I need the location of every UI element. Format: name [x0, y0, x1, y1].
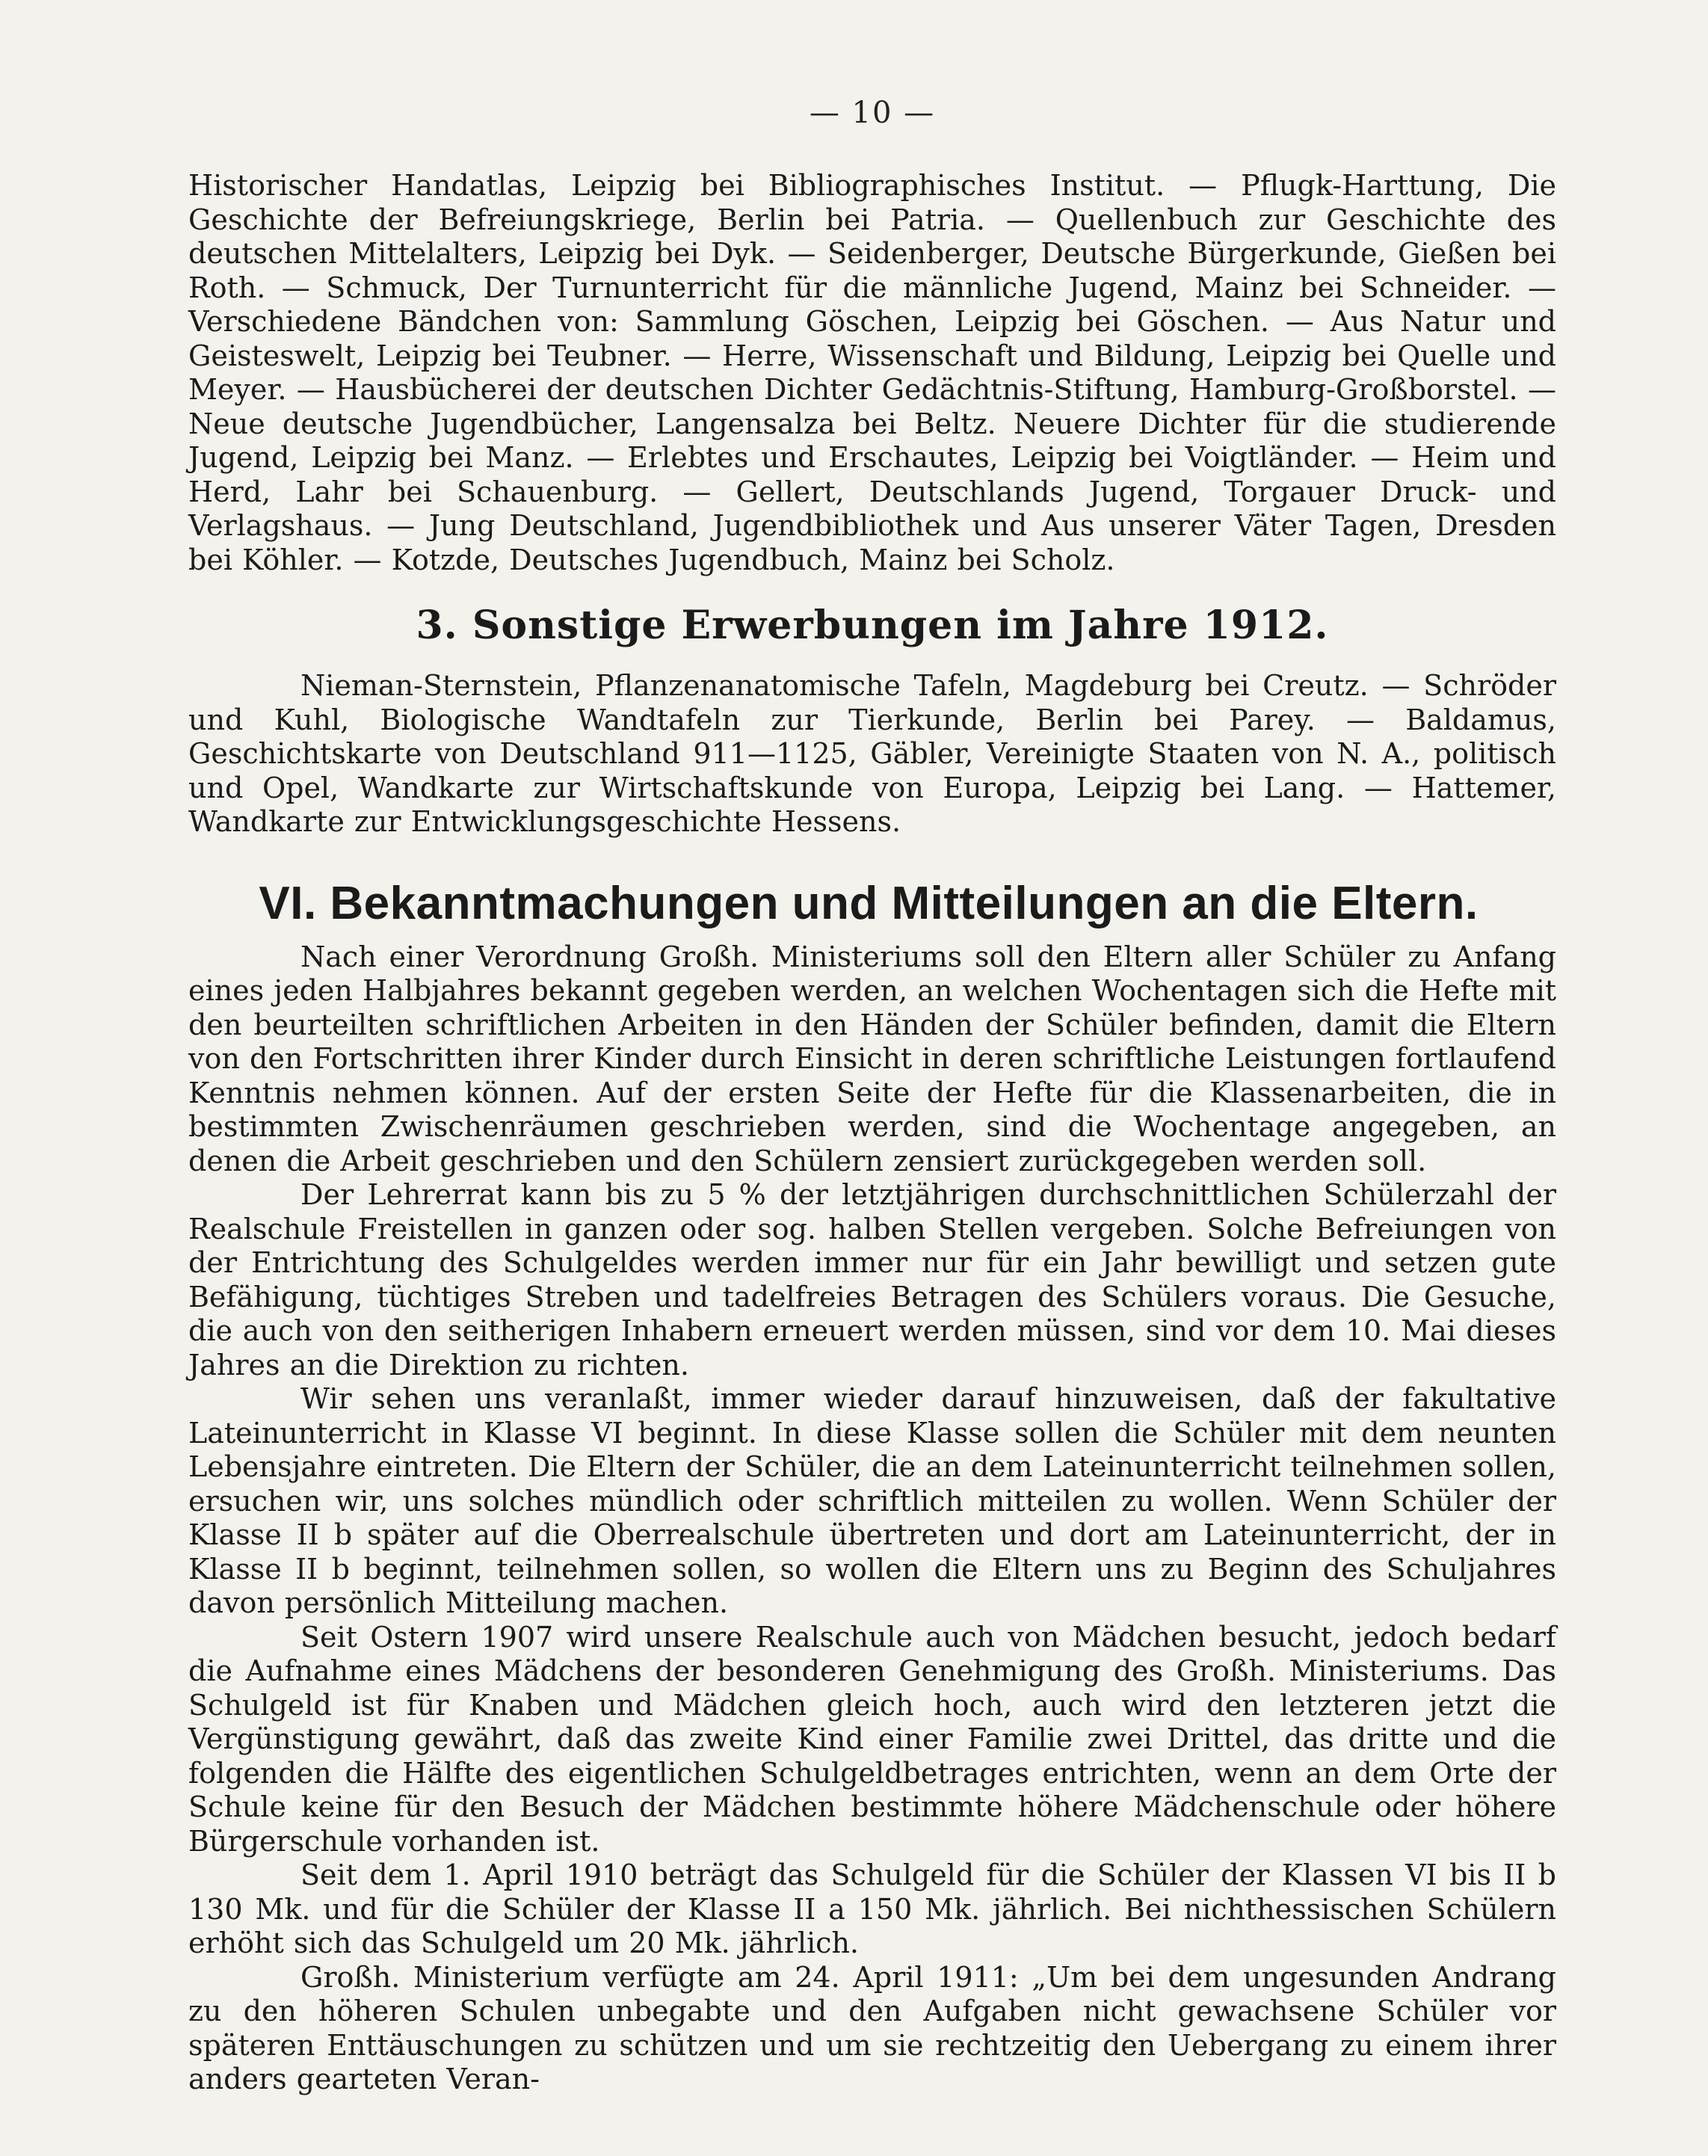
section-3-heading: 3. Sonstige Erwerbungen im Jahre 1912.: [416, 603, 1329, 648]
section-6-paragraph-5: Seit dem 1. April 1910 beträgt das Schulgeld für die Schüler der Klassen VI bis II b 130 Mk. und für die Schüler der Klasse II a 150 Mk. jährlich. Bei nichthessischen Schülern erhöht sich das Schulgeld um 20 Mk. jährlich.: [188, 1858, 1556, 1959]
section-6-paragraph-2: Der Lehrerrat kann bis zu 5 % der letztjährigen durchschnittlichen Schülerzahl der Realschule Freistellen in ganzen oder sog. halben Stellen vergeben. Solche Befreiungen von der Entrichtung des Schulgeldes werden immer nur für ein Jahr bewilligt und setzen gute Befähigung, tüchtiges Streben und tadelfreies Betragen des Schülers voraus. Die Gesuche, die auch von den seitherigen Inhabern erneuert werden müssen, sind vor dem 10. Mai dieses Jahres an die Direktion zu richten.: [188, 1178, 1556, 1382]
section-3-block: [188, 669, 1556, 840]
page-number: — 10 —: [809, 96, 936, 130]
literature-list-block: [188, 169, 1556, 577]
section-6-paragraph-3: Wir sehen uns veranlaßt, immer wieder darauf hinzuweisen, daß der fakultative Lateinunterricht in Klasse VI beginnt. In diese Klasse sollen die Schüler mit dem neunten Lebensjahre eintreten. Die Eltern der Schüler, die an dem Lateinunterricht teilnehmen sollen, ersuchen wir, uns solches mündlich oder schriftlich mitteilen zu wollen. Wenn Schüler der Klasse II b später auf die Oberrealschule übertreten und dort am Lateinunterricht, der in Klasse II b beginnt, teilnehmen sollen, so wollen die Eltern uns zu Beginn des Schuljahres davon persönlich Mitteilung machen.: [188, 1382, 1556, 1619]
section-3-paragraph: Nieman-Sternstein, Pflanzenanatomische Tafeln, Magdeburg bei Creutz. — Schröder und Kuhl, Biologische Wandtafeln zur Tierkunde, Berlin bei Parey. — Baldamus, Geschichtskarte von Deutschland 911—1125, Gäbler, Vereinigte Staaten von N. A., politisch und Opel, Wandkarte zur Wirtschaftskunde von Europa, Leipzig bei Lang. — Hattemer, Wandkarte zur Entwicklungsgeschichte Hessens.: [188, 669, 1556, 838]
section-6-paragraph-1: Nach einer Verordnung Großh. Ministeriums soll den Eltern aller Schüler zu Anfang eines jeden Halbjahres bekannt gegeben werden, an welchen Wochentagen sich die Hefte mit den beurteilten schriftlichen Arbeiten in den Händen der Schüler befinden, damit die Eltern von den Fortschritten ihrer Kinder durch Einsicht in deren schriftliche Leistungen fortlaufend Kenntnis nehmen können. Auf der ersten Seite der Hefte für die Klassenarbeiten, die in bestimmten Zwischenräumen geschrieben werden, sind die Wochentage angegeben, an denen die Arbeit geschrieben und den Schülern zensiert zurückgegeben werden soll.: [188, 940, 1556, 1177]
section-6-heading: VI. Bekanntmachungen und Mitteilungen an die Eltern.: [259, 877, 1479, 929]
literature-list-paragraph: Historischer Handatlas, Leipzig bei Bibliographisches Institut. — Pflugk-Harttung, Die Geschichte der Befreiungskriege, Berlin bei Patria. — Quellenbuch zur Geschichte des deutschen Mittelalters, Leipzig bei Dyk. — Seidenberger, Deutsche Bürgerkunde, Gießen bei Roth. — Schmuck, Der Turnunterricht für die männliche Jugend, Mainz bei Schneider. — Verschiedene Bändchen von: Sammlung Göschen, Leipzig bei Göschen. — Aus Natur und Geisteswelt, Leipzig bei Teubner. — Herre, Wissenschaft und Bildung, Leipzig bei Quelle und Meyer. — Hausbücherei der deutschen Dichter Gedächtnis-Stiftung, Hamburg-Großborstel. — Neue deutsche Jugendbücher, Langensalza bei Beltz. Neuere Dichter für die studierende Jugend, Leipzig bei Manz. — Erlebtes und Erschautes, Leipzig bei Voigtländer. — Heim und Herd, Lahr bei Schauenburg. — Gellert, Deutschlands Jugend, Torgauer Druck- und Verlagshaus. — Jung Deutschland, Jugendbibliothek und Aus unserer Väter Tagen, Dresden bei Köhler. — Kotzde, Deutsches Jugendbuch, Mainz bei Scholz.: [188, 169, 1556, 576]
section-6-paragraph-4: Seit Ostern 1907 wird unsere Realschule auch von Mädchen besucht, jedoch bedarf die Aufnahme eines Mädchens der besonderen Genehmigung des Großh. Ministeriums. Das Schulgeld ist für Knaben und Mädchen gleich hoch, auch wird den letzteren jetzt die Vergünstigung gewährt, daß das zweite Kind einer Familie zwei Drittel, das dritte und die folgenden die Hälfte des eigentlichen Schulgeldbetrages entrichten, wenn an dem Orte der Schule keine für den Besuch der Mädchen bestimmte höhere Mädchenschule oder höhere Bürgerschule vorhanden ist.: [188, 1620, 1556, 1858]
section-6-block: [188, 940, 1556, 2097]
section-6-paragraph-6: Großh. Ministerium verfügte am 24. April 1911: „Um bei dem ungesunden Andrang zu den höheren Schulen unbegabte und den Aufgaben nicht gewachsene Schüler vor späteren Enttäuschungen zu schützen und um sie rechtzeitig den Uebergang zu einem ihrer anders gearteten Veran-: [188, 1960, 1556, 2095]
